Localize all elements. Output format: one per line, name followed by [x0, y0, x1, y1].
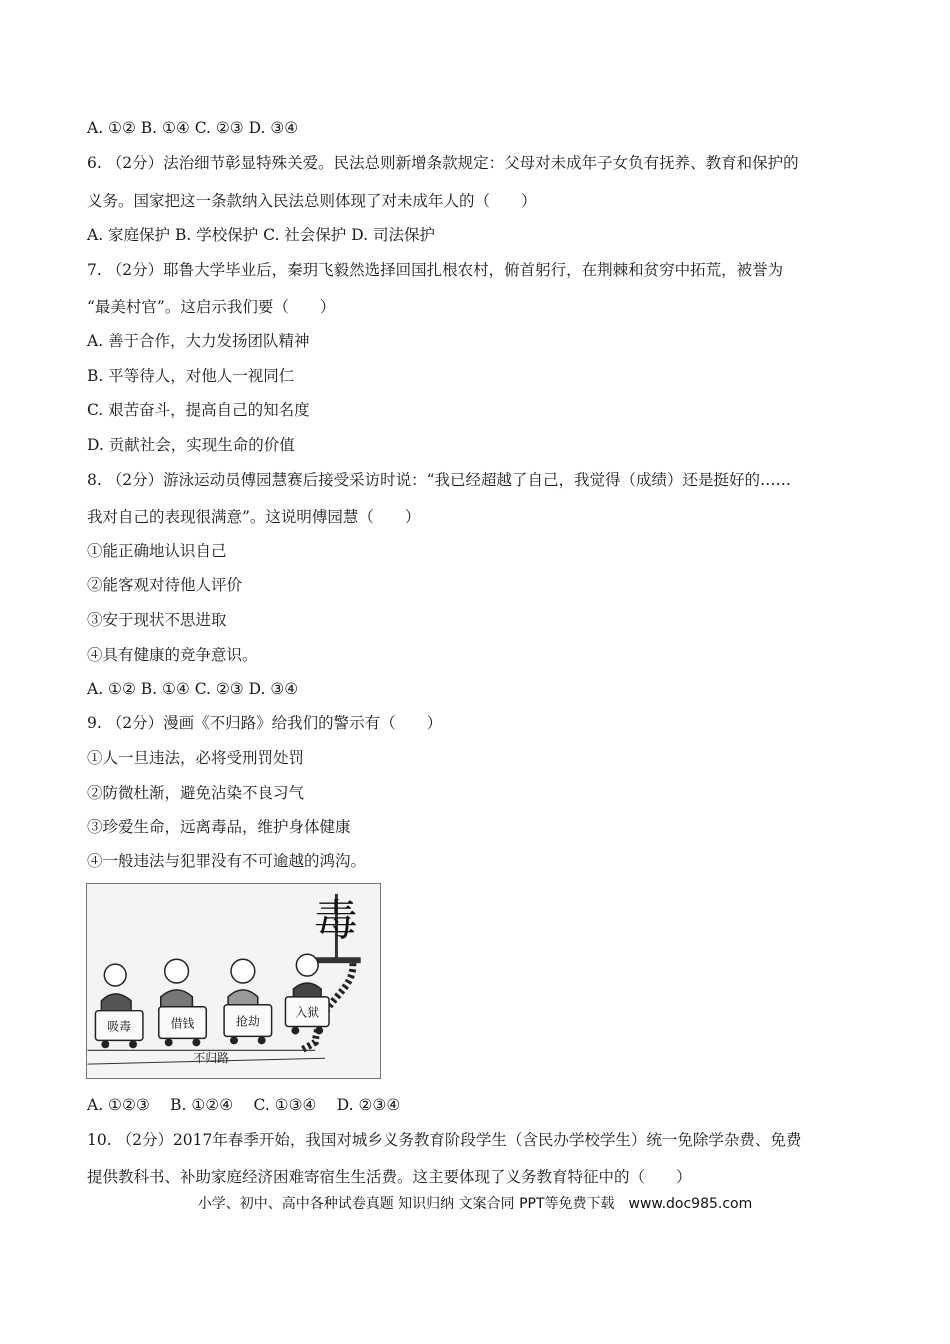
- q6-stem: 6. （2分）法治细节彰显特殊关爱。民法总则新增条款规定：父母对未成年子女负有抚养、教育和保护的: [87, 154, 799, 172]
- q8-item-2: ②能客观对待他人评价: [87, 576, 243, 594]
- cart-label: 借钱: [170, 1016, 195, 1031]
- q8-item-3: ③安于现状不思进取: [87, 611, 227, 629]
- q5-options: A. ①② B. ①④ C. ②③ D. ③④: [87, 119, 299, 137]
- q9-options: A. ①②③ B. ①②④ C. ①③④ D. ②③④: [87, 1096, 401, 1114]
- q8-item-1: ①能正确地认识自己: [87, 542, 227, 560]
- q8-stem-cont: 我对自己的表现很满意”。这说明傅园慧（ ）: [87, 508, 421, 526]
- q10-stem-cont: 提供教科书、补助家庭经济困难寄宿生生活费。这主要体现了义务教育特征中的（ ）: [87, 1168, 692, 1186]
- q9-item-2: ②防微杜渐，避免沾染不良习气: [87, 784, 305, 802]
- cartoon-illustration: [86, 883, 381, 1079]
- q6-options: A. 家庭保护 B. 学校保护 C. 社会保护 D. 司法保护: [87, 226, 435, 244]
- cart-label: 入狱: [295, 1005, 320, 1020]
- q9-item-3: ③珍爱生命，远离毒品，维护身体健康: [87, 818, 351, 836]
- q7-option-a: A. 善于合作，大力发扬团队精神: [87, 332, 310, 350]
- q8-stem: 8. （2分）游泳运动员傅园慧赛后接受采访时说：“我已经超越了自己，我觉得（成绩）还是挺好的……: [87, 471, 792, 489]
- cart-label: 吸毒: [107, 1019, 132, 1034]
- q8-options: A. ①② B. ①④ C. ②③ D. ③④: [87, 680, 299, 698]
- cart-label: 抢劫: [235, 1014, 260, 1029]
- q7-stem: 7. （2分）耶鲁大学毕业后，秦玥飞毅然选择回国扎根农村，俯首躬行，在荆棘和贫穷中拓荒，被誉为: [87, 261, 784, 279]
- q6-stem-cont: 义务。国家把这一条款纳入民法总则体现了对未成年人的（ ）: [87, 192, 537, 210]
- q10-stem: 10. （2分）2017年春季开始，我国对城乡义务教育阶段学生（含民办学校学生）统一免除学杂费、免费: [87, 1131, 802, 1149]
- poison-sign: 毒: [314, 896, 358, 947]
- q9-item-1: ①人一旦违法，必将受刑罚处罚: [87, 749, 305, 767]
- footer-banner: 小学、初中、高中各种试卷真题 知识归纳 文案合同 PPT等免费下载 www.doc985.com: [197, 1196, 753, 1212]
- q7-stem-cont: “最美村官”。这启示我们要（ ）: [87, 298, 336, 316]
- q7-option-c: C. 艰苦奋斗，提高自己的知名度: [87, 401, 310, 419]
- q9-stem: 9. （2分）漫画《不归路》给我们的警示有（ ）: [87, 714, 443, 732]
- q8-item-4: ④具有健康的竞争意识。: [87, 646, 258, 664]
- q7-option-d: D. 贡献社会，实现生命的价值: [87, 436, 295, 454]
- road-label: 不归路: [193, 1051, 230, 1066]
- q7-option-b: B. 平等待人，对他人一视同仁: [87, 367, 295, 385]
- q9-item-4: ④一般违法与犯罪没有不可逾越的鸿沟。: [87, 852, 367, 870]
